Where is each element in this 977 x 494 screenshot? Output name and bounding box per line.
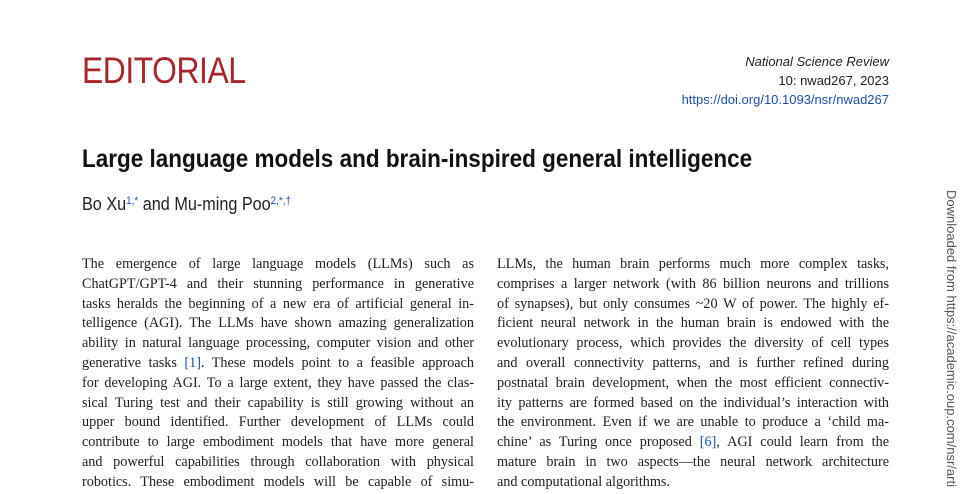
text-line: for developing AGI. To a large extent, they have passed the clas- — [82, 374, 474, 391]
text-line: comprises a larger network (with 86 billion neurons and trillions — [497, 275, 889, 292]
text-line: postnatal brain development, when the most efficient connectiv- — [497, 374, 889, 391]
text-line: and powerful capabilities through collaboration with physical — [82, 453, 474, 470]
text-line: the environment. Even if we are unable to produce a ‘child ma- — [497, 414, 889, 431]
article-title: Large language models and brain-inspired general intelligence — [82, 145, 753, 173]
text-line: of synapses), but only consumes ~20 W of power. The highly ef- — [497, 295, 889, 312]
text-line: evolutionary process, which provides the diversity of cell types — [497, 335, 889, 352]
text-line: generative tasks [1]. These models point to a feasible approach — [82, 354, 474, 371]
text-line: upper bound identified. Further development of LLMs could — [82, 414, 474, 431]
text-line: and computational algorithms. — [497, 473, 670, 490]
text-line: The emergence of large language models (LLMs) such as — [82, 256, 474, 272]
journal-info — [682, 52, 889, 109]
body-column-left — [82, 255, 474, 493]
text-line: LLMs, the human brain performs much more complex tasks, — [497, 256, 889, 272]
download-watermark: Downloaded from https://academic.oup.com/nsr/arti — [944, 190, 959, 487]
journal-issue: 10: nwad267, 2023 — [778, 73, 889, 88]
text-line: chine’ as Turing once proposed [6], AGI could learn from the — [497, 434, 889, 451]
text-line: ficient neural network in the human brain is endowed with the — [497, 315, 889, 332]
citation-link[interactable]: [1] — [184, 354, 201, 371]
text-line: sical Turing test and their capability is still growing without an — [82, 394, 474, 411]
text-line: ability in natural language processing, computer vision and other — [82, 335, 474, 352]
doi-link[interactable]: https://doi.org/10.1093/nsr/nwad267 — [681, 92, 889, 107]
author-conjunction: and — [142, 194, 170, 214]
journal-name: National Science Review — [745, 54, 889, 69]
text-line: mature brain in two aspects—the neural network architecture — [497, 453, 889, 470]
text-line: contribute to large embodiment models that have more general — [82, 434, 474, 451]
text-line: ity patterns are formed based on the individual’s interaction with — [497, 394, 889, 411]
section-label: EDITORIAL — [82, 50, 246, 91]
text-line: tasks heralds the beginning of a new era of artificial general in- — [82, 295, 474, 312]
author-name-2[interactable]: Mu-ming Poo — [174, 194, 271, 214]
author-name-1[interactable]: Bo Xu — [82, 194, 127, 214]
text-line: ChatGPT/GPT-4 and their stunning performance in generative — [82, 275, 474, 292]
citation-link[interactable]: [6] — [699, 434, 717, 451]
body-column-right — [497, 255, 889, 493]
author-affiliation-marks-2[interactable]: 2,*,† — [270, 195, 292, 207]
author-list — [82, 194, 291, 215]
author-affiliation-marks-1[interactable]: 1,* — [126, 195, 139, 207]
text-line: robotics. These embodiment models will be capable of simu- — [82, 473, 474, 490]
text-line: and overall connectivity patterns, and is further refined during — [497, 354, 889, 371]
text-line: telligence (AGI). The LLMs have shown amazing generalization — [82, 315, 474, 332]
